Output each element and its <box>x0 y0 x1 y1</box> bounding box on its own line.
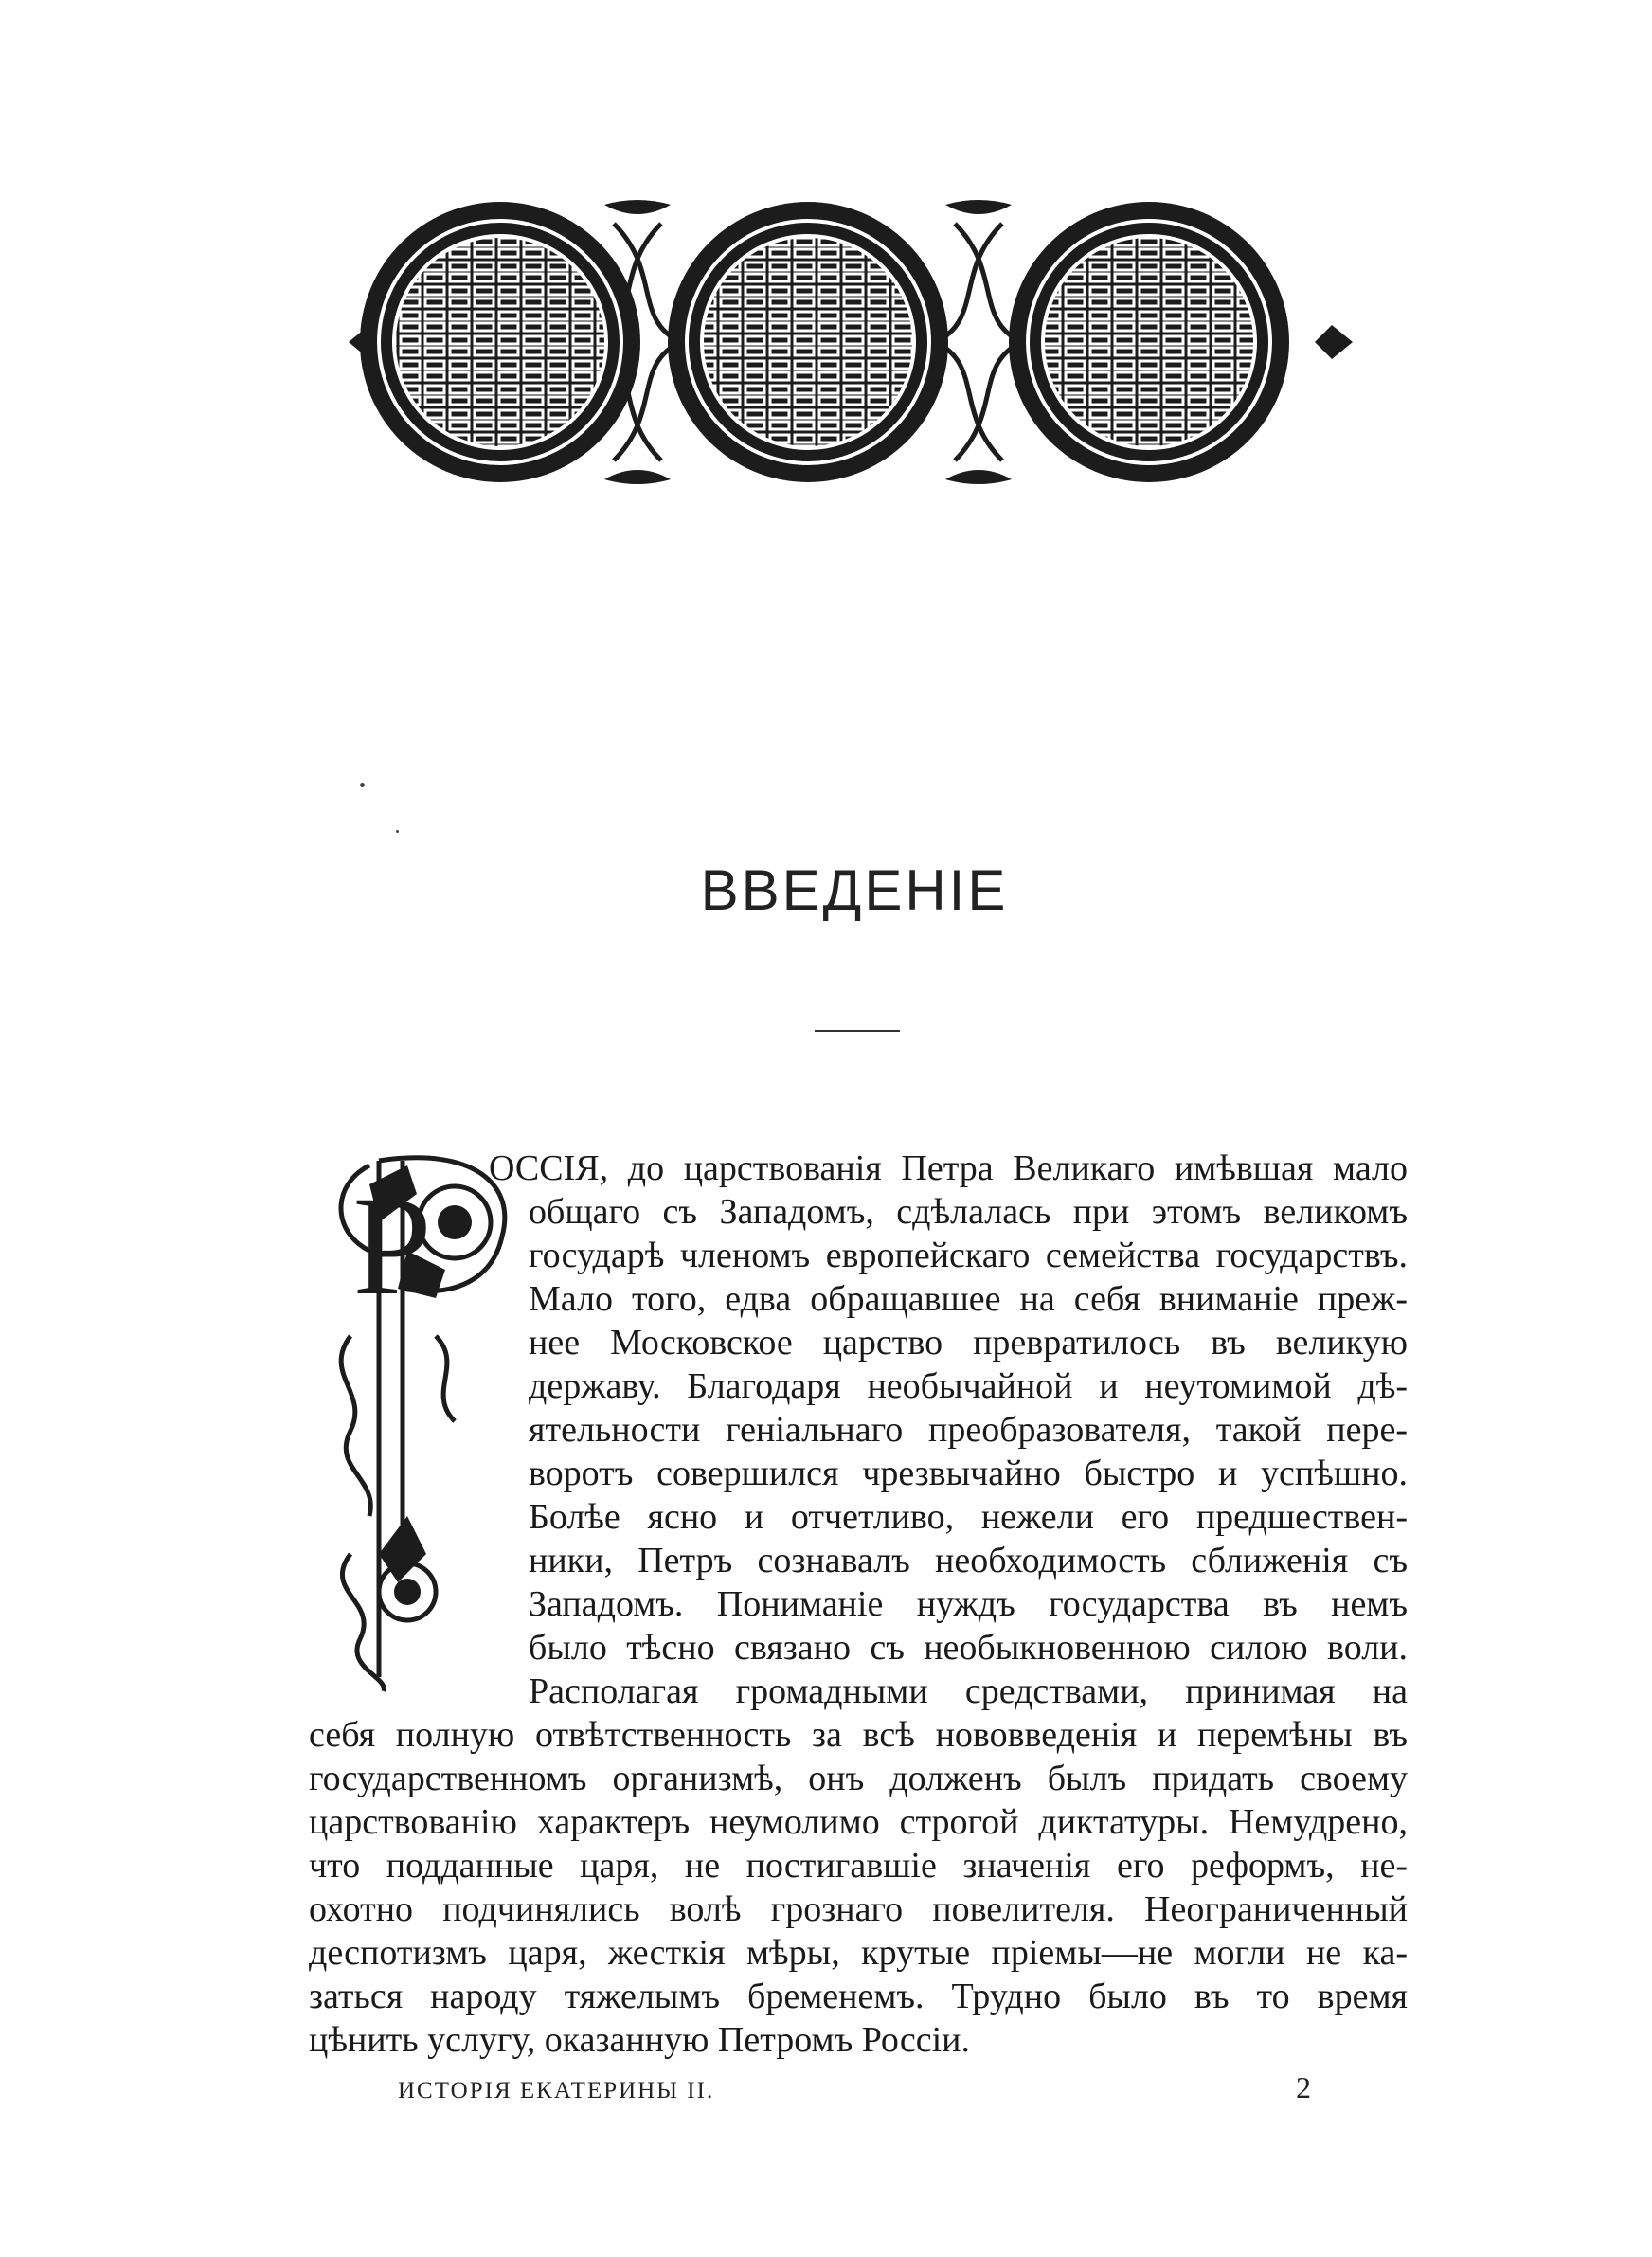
text-line: себя полную отвѣтственность за всѣ нововведенія и перемѣны въ <box>309 1715 1408 1755</box>
page-number: 2 <box>1296 2070 1311 2104</box>
text-line: заться народу тяжелымъ бременемъ. Трудно было въ то время <box>309 1977 1408 2016</box>
text-line: ятельности геніальнаго преобразователя, такой пере- <box>529 1410 1408 1450</box>
medallion-left <box>360 202 640 482</box>
chapter-title: ВВЕДЕНІЕ <box>700 858 1009 922</box>
print-speck <box>360 783 365 787</box>
text-line: цѣнить услугу, оказанную Петромъ Россіи. <box>309 2020 970 2060</box>
text-line: государственномъ организмѣ, онъ долженъ былъ придать своему <box>309 1759 1408 1798</box>
medallion-right <box>1009 202 1289 482</box>
medallion-center <box>668 202 948 482</box>
initial-letter-glyph: Р <box>352 1167 432 1325</box>
text-line: ОССІЯ, до царствованія Петра Великаго имѣвшая мало <box>489 1148 1408 1188</box>
print-speck <box>396 830 399 833</box>
text-line: деспотизмъ царя, жесткія мѣры, крутые пріемы—не могли не ка- <box>309 1933 1408 1973</box>
text-line: нее Московское царство превратилось въ великую <box>529 1323 1408 1363</box>
text-line: Мало того, едва обращавшее на себя вниманіе преж- <box>529 1279 1408 1319</box>
text-line: царствованію характеръ неумолимо строгой диктатуры. Немудрено, <box>309 1802 1408 1842</box>
text-line: что подданные царя, не постигавшіе значенія его реформъ, не- <box>309 1846 1408 1886</box>
body-paragraph <box>309 1147 1408 2062</box>
text-line: державу. Благодаря необычайной и неутомимой дѣ- <box>529 1366 1408 1406</box>
text-line: было тѣсно связано съ необыкновенною силою воли. <box>529 1628 1408 1668</box>
text-line: Западомъ. Пониманіе нуждъ государства въ немъ <box>529 1584 1408 1624</box>
text-line: воротъ совершился чрезвычайно быстро и успѣшно. <box>529 1454 1408 1493</box>
ornamental-headpiece <box>349 186 1353 498</box>
running-title: ИСТОРІЯ ЕКАТЕРИНЫ II. <box>398 2078 715 2104</box>
text-line: государѣ членомъ европейскаго семейства государствъ. <box>529 1236 1408 1275</box>
text-line: ники, Петръ сознавалъ необходимость сближенія съ <box>529 1541 1408 1580</box>
text-line: Болѣе ясно и отчетливо, нежели его предшествен- <box>529 1497 1408 1537</box>
title-divider <box>815 1030 900 1032</box>
text-line: охотно подчинялись волѣ грознаго повелителя. Неограниченный <box>309 1889 1408 1929</box>
text-line: Располагая громадными средствами, принимая на <box>529 1671 1408 1711</box>
text-line: общаго съ Западомъ, сдѣлалась при этомъ великомъ <box>529 1192 1408 1232</box>
